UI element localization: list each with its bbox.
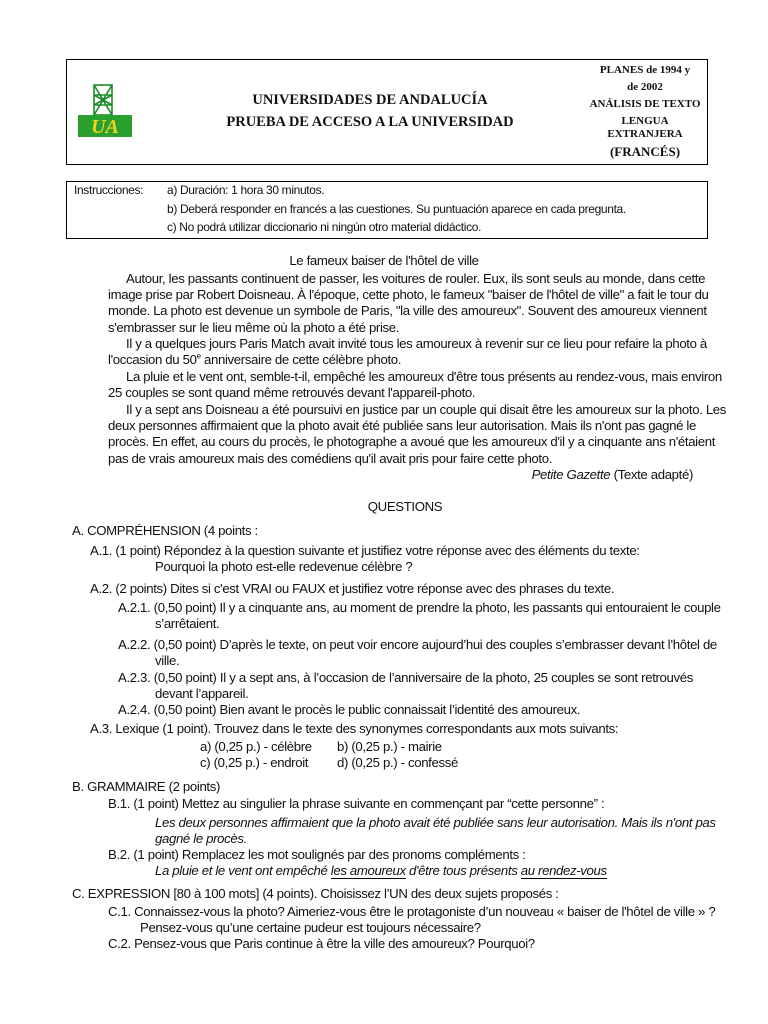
language-line-1: LENGUA <box>621 115 669 127</box>
question-a2-2: A.2.2. (0,50 point) D’après le texte, on peut voir encore aujourd’hui des couples s’embrasser devant l’hôtel de ville. <box>118 637 717 669</box>
text-paragraph-2: Il y a quelques jours Paris Match avait invité tous les amoureux à revenir sur ce lieu pour refaire la photo à l'occasion du 50e anniversaire de cette célèbre photo. <box>108 336 707 368</box>
question-b2: B.2. (1 point) Remplacez les mot soulignés par des pronoms compléments : <box>108 847 526 862</box>
question-c1: C.1. Connaissez-vous la photo? Aimeriez-vous être le protagoniste d’un nouveau « baiser de l'hôtel de ville » ? <box>108 904 716 919</box>
lexique-b: b) (0,25 p.) - mairie <box>337 739 442 754</box>
plans-line-2: de 2002 <box>627 81 663 93</box>
lexique-d: d) (0,25 p.) - confessé <box>337 755 458 770</box>
question-a2-1: A.2.1. (0,50 point) Il y a cinquante ans, au moment de prendre la photo, les passants qui entouraient le couple s’arrêtaient. <box>118 600 721 632</box>
university-logo <box>78 83 132 139</box>
question-a1: A.1. (1 point) Répondez à la question suivante et justifiez votre réponse avec des éléments du texte: <box>90 543 640 558</box>
questions-heading: QUESTIONS <box>367 499 443 514</box>
subject: ANÁLISIS DE TEXTO <box>589 98 701 110</box>
question-a2-3: A.2.3. (0,50 point) Il y a sept ans, à l’occasion de l’anniversaire de la photo, 25 couples se sont retrouvés devant l’appareil. <box>118 670 693 702</box>
text-title: Le fameux baiser de l'hôtel de ville <box>289 253 479 268</box>
instructions-label: Instrucciones: <box>74 183 144 197</box>
instruction-item: a) Duración: 1 hora 30 minutos. <box>167 183 325 197</box>
underlined-phrase: au rendez-vous <box>520 863 607 878</box>
instruction-item: b) Deberá responder en francés a las cuestiones. Su puntuación aparece en cada pregunta. <box>167 202 626 216</box>
text-paragraph-3: La pluie et le vent ont, semble-t-il, empêché les amoureux d'être tous présents au rendez-vous, mais environ 25 couples se sont quand même retrouvés devant l'appareil-photo. <box>108 369 722 401</box>
lexique-c: c) (0,25 p.) - endroit <box>200 755 309 770</box>
language-line-2: EXTRANJERA <box>607 128 683 140</box>
language-name: (FRANCÉS) <box>609 144 681 159</box>
section-c-title: C. EXPRESSION [80 à 100 mots] (4 points). Choisissez l’UN des deux sujets proposés : <box>72 886 559 901</box>
section-a-title: A. COMPRÉHENSION (4 points : <box>72 523 258 538</box>
question-c1-cont: Pensez-vous qu’une certaine pudeur est toujours nécessaire? <box>140 920 481 935</box>
question-a1-prompt: Pourquoi la photo est-elle redevenue célèbre ? <box>155 559 413 574</box>
plans-line-1: PLANES de 1994 y <box>599 64 691 76</box>
lexique-a: a) (0,25 p.) - célèbre <box>200 739 312 754</box>
logo-text: UA <box>91 116 119 138</box>
exam-title: PRUEBA DE ACCESO A LA UNIVERSIDAD <box>226 114 514 130</box>
question-b2-sentence: La pluie et le vent ont empêché les amoureux d'être tous présents au rendez-vous <box>155 863 607 878</box>
question-b1: B.1. (1 point) Mettez au singulier la phrase suivante en commençant par “cette personne” : <box>108 796 605 811</box>
question-b1-sentence: Les deux personnes affirmaient que la photo avait été publiée sans leur autorisation. Mais ils n'ont pas gagné le procès. <box>155 815 716 847</box>
university-title: UNIVERSIDADES DE ANDALUCÍA <box>252 92 488 108</box>
question-a2-4: A.2.4. (0,50 point) Bien avant le procès le public connaissait l’identité des amoureux. <box>118 702 581 717</box>
instruction-item: c) No podrá utilizar diccionario ni ningún otro material didáctico. <box>167 220 482 234</box>
question-a2: A.2. (2 points) Dites si c'est VRAI ou FAUX et justifiez votre réponse avec des phrases du texte. <box>90 581 615 596</box>
text-paragraph-4: Il y a sept ans Doisneau a été poursuivi en justice par un couple qui disait être les amoureux sur la photo. Les deux personnes affirmaient que la photo avait été publiée sans leur autorisation. Mais ils n'ont pas gagné le procès. En effet, au cours du procès, le photographe a avoué que les amoureux d'il y a cinquante ans n'étaient pas de vrais amoureux mais des comédiens qu'il avait pris pour faire cette photo. <box>108 402 727 466</box>
question-c2: C.2. Pensez-vous que Paris continue à être la ville des amoureux? Pourquoi? <box>108 936 535 951</box>
question-a3: A.3. Lexique (1 point). Trouvez dans le texte des synonymes correspondants aux mots suivants: <box>90 721 619 736</box>
section-b-title: B. GRAMMAIRE (2 points) <box>72 779 221 794</box>
text-source: Petite Gazette (Texte adapté) <box>531 467 693 482</box>
underlined-phrase: les amoureux <box>330 863 406 878</box>
text-paragraph-1: Autour, les passants continuent de passer, les voitures de rouler. Eux, ils sont seuls au monde, dans cette image prise par Robert Doisneau. À l'époque, cette photo, le fameux "baiser de l'hôtel de ville" a fait le tour du monde. La photo est devenue un symbole de Paris, "la ville des amoureux". Souvent des amoureux viennent s'embrasser sur le lieu même où la photo a été prise. <box>108 271 709 335</box>
